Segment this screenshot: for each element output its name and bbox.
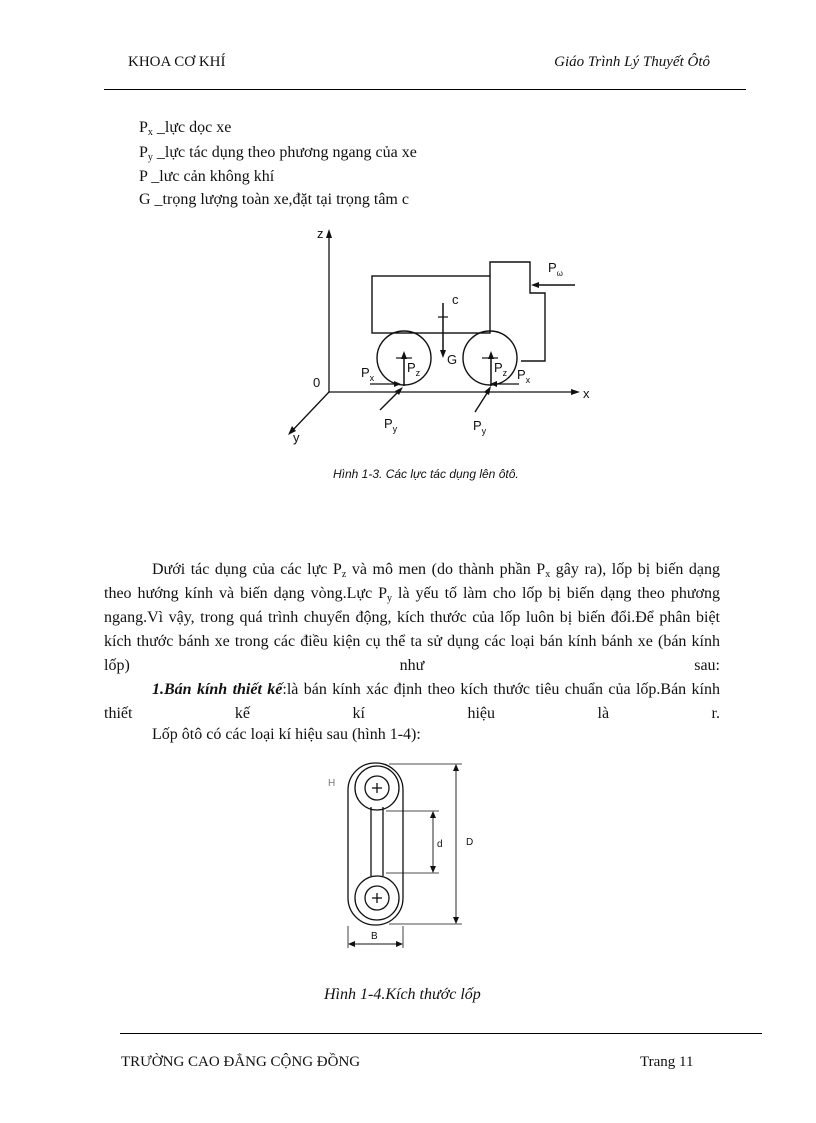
pz-front-arrowhead xyxy=(401,351,407,359)
tyre-outline xyxy=(348,763,403,925)
dimension-B-arrow-left xyxy=(348,941,355,947)
footer-school-name: TRƯỜNG CAO ĐẲNG CỘNG ĐỒNG xyxy=(121,1054,361,1070)
label-H: H xyxy=(328,778,336,789)
origin-label: 0 xyxy=(313,375,321,390)
label-c: c xyxy=(452,292,459,307)
dimension-D-arrow-bottom xyxy=(453,917,459,924)
footer-page-number: Trang 11 xyxy=(640,1054,694,1070)
label-px-rear: $P_x$ xyxy=(517,367,531,385)
label-B: B xyxy=(371,931,378,942)
figure1-caption: Hình 1-3. Các lực tác dụng lên ôtô. xyxy=(333,467,519,481)
axis-y-line xyxy=(291,392,329,432)
px-front-arrowhead xyxy=(394,381,401,387)
figure2-caption: Hình 1-4.Kích thước lốp xyxy=(324,986,481,1003)
definition-px: $P_x$ _lực dọc xe xyxy=(139,119,232,138)
header-department: KHOA CƠ KHÍ xyxy=(128,54,226,70)
paragraph-tyre-symbols-intro: Lốp ôtô có các loại kí hiệu sau (hình 1-4): xyxy=(152,726,421,743)
dimension-D-arrow-top xyxy=(453,764,459,771)
gravity-arrowhead xyxy=(440,350,446,358)
label-pz-rear: $P_z$ xyxy=(494,360,508,378)
label-g: G xyxy=(447,352,458,367)
label-D: D xyxy=(466,837,474,848)
figure-tyre-dimensions xyxy=(348,763,462,948)
label-d: d xyxy=(437,839,443,850)
axis-z-arrowhead xyxy=(326,229,332,238)
definition-py: $P_y$ _lực tác dụng theo phương ngang của xe xyxy=(139,144,417,163)
axis-x-arrowhead xyxy=(571,389,580,395)
definition-pw: P _lưc cản không khí xyxy=(139,168,275,185)
dimension-d-arrow-bottom xyxy=(430,866,436,873)
label-p-omega: $P_\omega$ xyxy=(548,260,563,278)
axis-y-label: y xyxy=(293,430,300,445)
axis-z-label: z xyxy=(317,226,324,241)
label-py-rear: $P_y$ xyxy=(473,418,487,436)
header-book-title: Giáo Trình Lý Thuyết Ôtô xyxy=(554,54,710,70)
axis-x-label: x xyxy=(583,386,590,401)
vehicle-cab xyxy=(490,262,545,361)
pz-rear-arrowhead xyxy=(488,351,494,359)
paragraph-tyre-deformation: Dưới tác dụng của các lực $P_z$ và mô men (do thành phần $P_x$ gây ra), lốp bị biến dạng theo hướng kính và biến dạng vòng.Lực $P_y$ là yếu tố làm cho lốp bị biến dạng theo phương ngang.Vì vậy, trong quá trình chuyển động, kích thước của lốp luôn bị biến đổi.Để phân biệt kích thước bánh xe trong các điều kiện cụ thể ta sử dụng các loại bán kính bánh xe (bán kính lốp) như sau: xyxy=(104,561,721,674)
py-rear-arrowhead xyxy=(484,386,491,395)
footer-rule xyxy=(120,1033,762,1034)
label-px-front: $P_x$ xyxy=(361,365,375,383)
air-resistance-arrowhead xyxy=(531,282,539,288)
vehicle-cargo-body xyxy=(372,276,490,333)
paragraph-design-radius: 1.Bán kính thiết kế:là bán kính xác định theo kích thước tiêu chuẩn của lốp.Bán kính thiết kế kí hiệu là r. xyxy=(104,681,721,722)
dimension-B-arrow-right xyxy=(396,941,403,947)
label-pz-front: $P_z$ xyxy=(407,360,421,378)
label-py-front: $P_y$ xyxy=(384,416,398,434)
definition-g: G _trọng lượng toàn xe,đặt tại trọng tâm c xyxy=(139,191,409,208)
dimension-d-arrow-top xyxy=(430,811,436,818)
